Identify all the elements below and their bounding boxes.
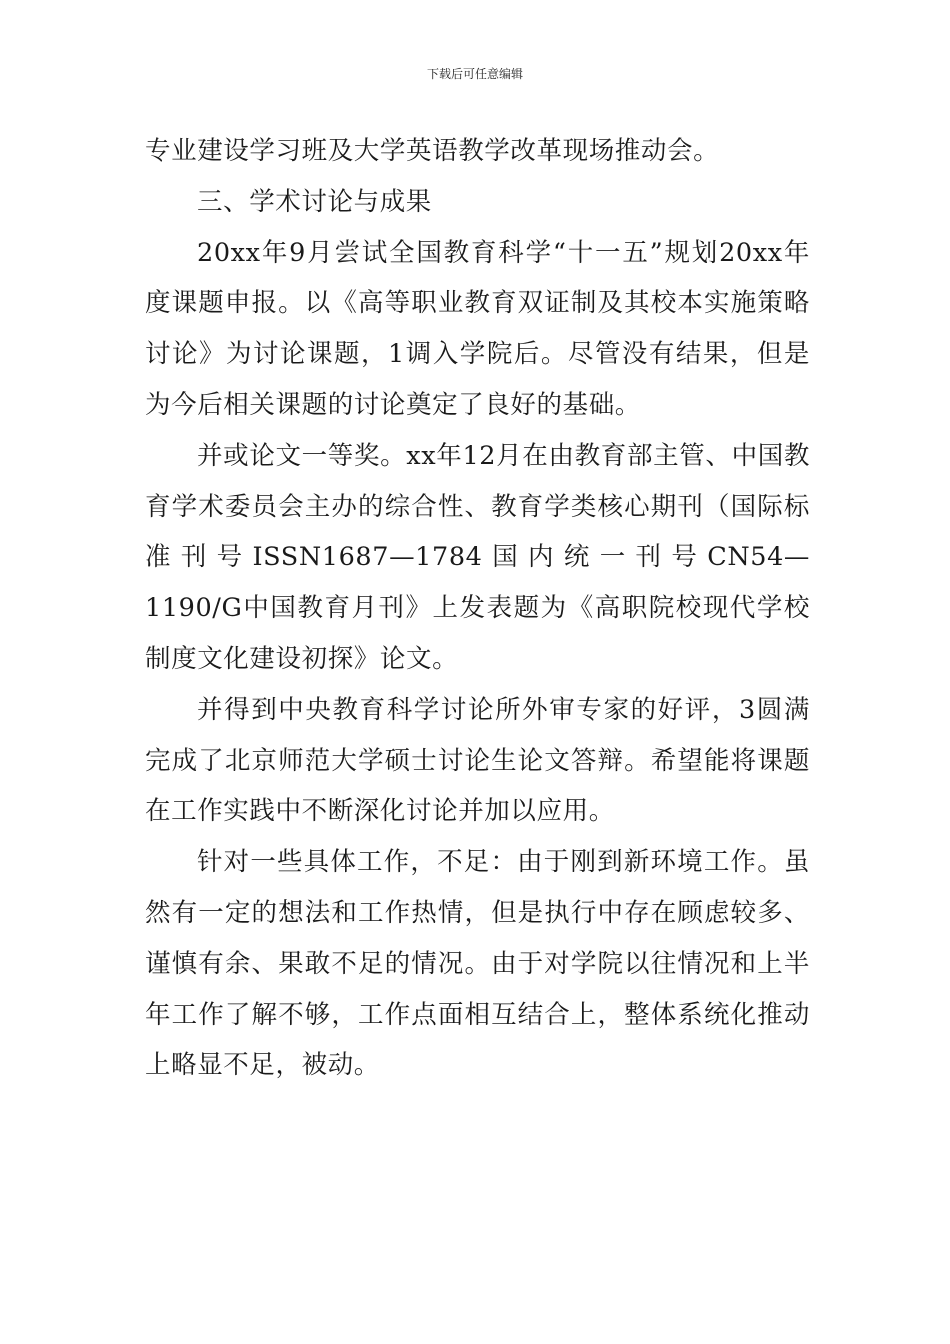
paragraph: 并得到中央教育科学讨论所外审专家的好评，3圆满完成了北京师范大学硕士讨论生论文答辩。希望能将课题在工作实践中不断深化讨论并加以应用。	[145, 694, 810, 827]
paragraph-continuation: 专业建设学习班及大学英语教学改革现场推动会。	[145, 136, 720, 166]
paragraph: 针对一些具体工作，不足：由于刚到新环境工作。虽然有一定的想法和工作热情，但是执行中存在顾虑较多、谨慎有余、果敢不足的情况。由于对学院以往情况和上半年工作了解不够，工作点面相互结合上，整体系统化推动上略显不足，被动。	[145, 847, 810, 1081]
paragraph: 并或论文一等奖。xx年12月在由教育部主管、中国教育学术委员会主办的综合性、教育学类核心期刊（国际标准刊号ISSN1687—1784国内统一刊号CN54—1190/G中国教育月刊》上发表题为《高职院校现代学校制度文化建设初探》论文。	[145, 440, 810, 674]
section-heading: 三、学术讨论与成果	[197, 186, 432, 217]
paragraph: 20xx年9月尝试全国教育科学“十一五”规划20xx年度课题申报。以《高等职业教育双证制及其校本实施策略讨论》为讨论课题，1调入学院后。尽管没有结果，但是为今后相关课题的讨论奠定了良好的基础。	[145, 237, 810, 420]
page-header: 下载后可任意编辑	[426, 67, 523, 81]
document-body	[145, 126, 810, 1091]
